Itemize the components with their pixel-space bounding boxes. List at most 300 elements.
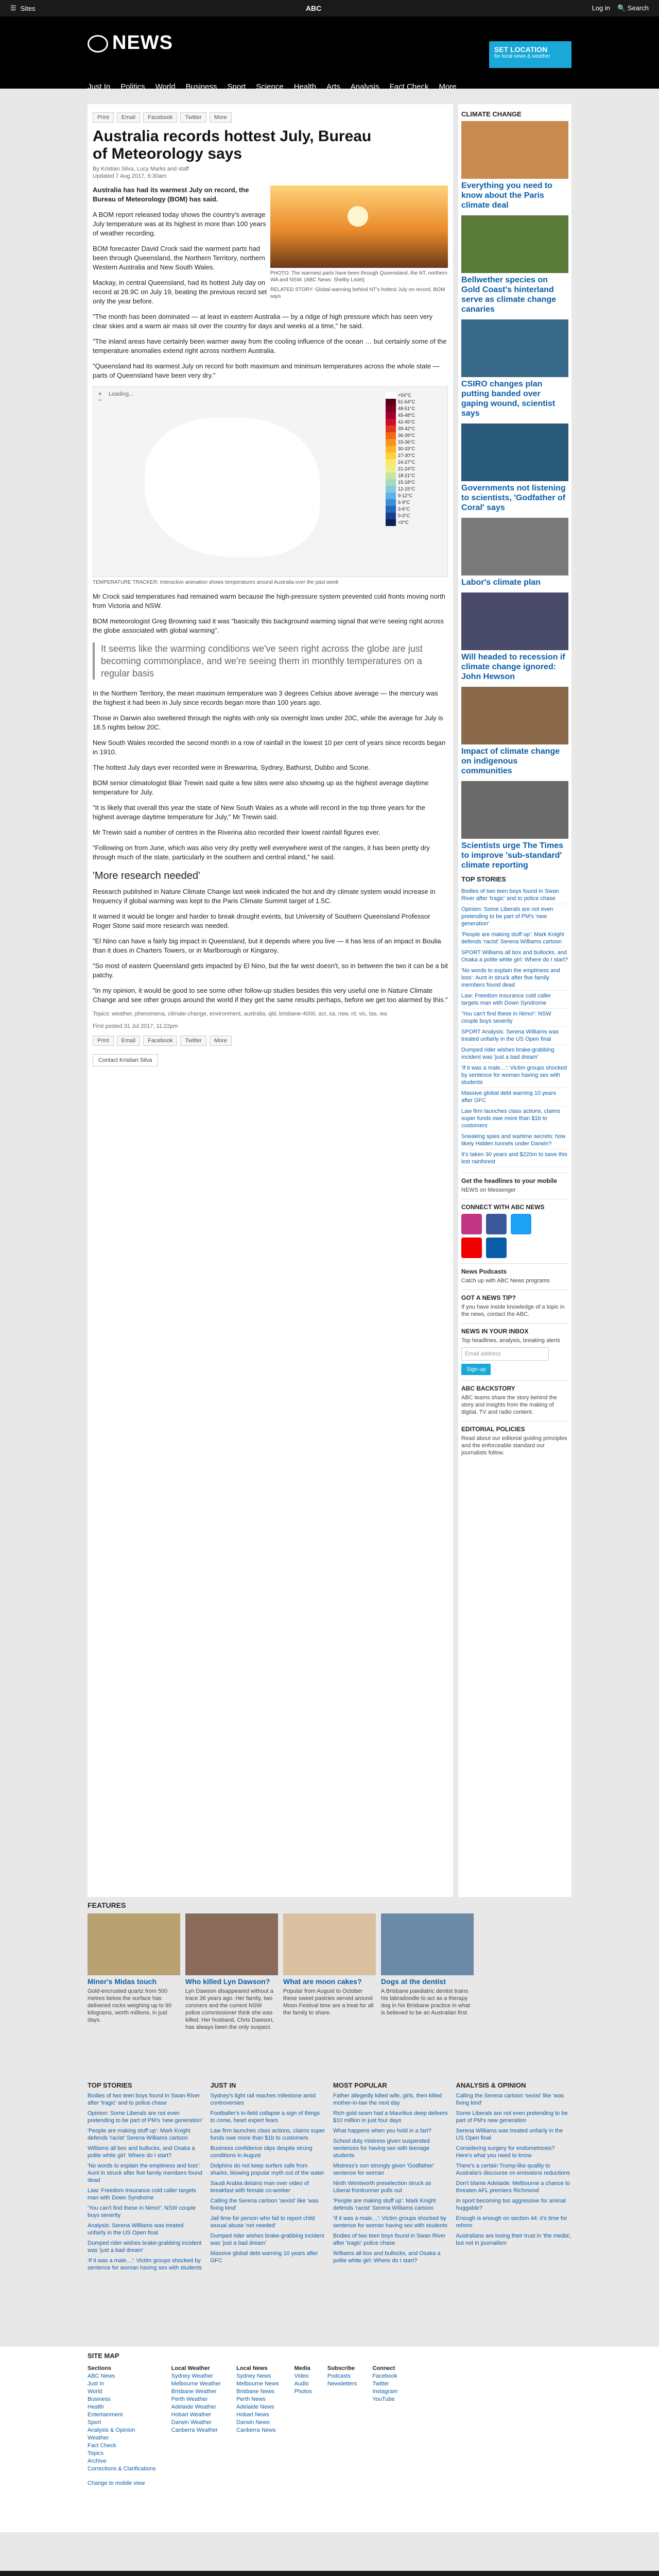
paragraph: Mackay, in central Queensland, had its hottest July day on record at 28.9C on July 19, beating the previous record set only the year before. <box>93 279 267 305</box>
legend-label: 24-27°C <box>398 460 415 465</box>
legend-entry <box>386 419 422 426</box>
paragraph: A BOM report released today shows the country's average July temperature was at its highest in more than 100 years of weather recording. <box>93 211 266 237</box>
temperature-map[interactable] <box>93 386 448 577</box>
article-body-1 <box>93 312 448 380</box>
search-link[interactable]: 🔍 Search <box>617 4 649 12</box>
story-column <box>88 2081 203 2275</box>
legend-entry <box>386 452 422 459</box>
top-story-link[interactable]: Bodies of two teen boys found in Swan River after 'tragic' and to police chase <box>461 886 568 904</box>
legend-label: 3-6°C <box>398 506 410 512</box>
legend-entry <box>386 519 422 526</box>
nav-item[interactable]: Business <box>185 82 217 91</box>
sitemap-link[interactable]: Brisbane Weather <box>171 2388 217 2395</box>
story-link[interactable]: Business confidence slips despite strong conditions in August <box>210 2145 313 2159</box>
paragraph: It warned it would be longer and harder to break drought events, but University of Southern Queensland Professor Roger Stone said more research was needed. <box>93 912 430 929</box>
share-button[interactable]: Email <box>117 112 141 123</box>
youtube-icon[interactable] <box>461 1238 482 1258</box>
story-link[interactable]: There's a certain Trump-like quality to Australia's discourse on emissions reductions <box>456 2163 570 2176</box>
top-story-link[interactable]: 'No words to explain the emptiness and loss': Aunt in struck after five family members found dead <box>461 965 568 991</box>
story-link[interactable]: Dumped rider wishes brake-grabbing incident was 'just a bad dream' <box>88 2240 202 2253</box>
story-link[interactable]: Law: Freedom Insurance cold caller targets man with Down Syndrome <box>88 2188 196 2201</box>
legend-entry <box>386 479 422 486</box>
story-link[interactable]: 'No words to explain the emptiness and loss': Aunt in struck after five family members found dead <box>88 2163 203 2183</box>
paragraph: "So most of eastern Queensland gets impacted by El Nino, but the far west doesn't, so in between the two it can be a bit patchy. <box>93 962 448 979</box>
nav-item[interactable]: Arts <box>326 82 340 91</box>
story-link[interactable]: Don't blame Adelaide: Melbourne a chance to threaten AFL premiers Richmond <box>456 2180 570 2194</box>
story-link[interactable]: 'If it was a male…': Victim groups shocked by sentence for woman having sex with students <box>88 2258 202 2271</box>
legend-entry <box>386 399 422 405</box>
story-link[interactable]: Massive global debt warning 10 years after GFC <box>210 2250 318 2264</box>
sitemap-link[interactable]: ABC News <box>88 2373 115 2379</box>
sitemap-heading: Media <box>294 2365 310 2371</box>
top-story-link[interactable]: 'If it was a male…': Victim groups shocked by sentence for woman having sex with students <box>461 1063 568 1088</box>
sitemap-link[interactable]: Audio <box>294 2381 309 2387</box>
feature-card[interactable] <box>381 1913 474 2031</box>
story-link[interactable]: Analysis: Serena Williams was treated unfairly in the US Open final <box>88 2223 184 2236</box>
tip-heading: GOT A NEWS TIP? <box>461 1294 516 1301</box>
footer <box>0 2571 659 2576</box>
sitemap-column <box>372 2365 397 2473</box>
nav-item[interactable]: Just In <box>88 82 111 91</box>
legend-label: 15-18°C <box>398 480 415 485</box>
podcasts-box[interactable] <box>461 1263 568 1284</box>
story-link[interactable]: 'People are making stuff up': Mark Knight defends 'racist' Serena Williams cartoon <box>88 2128 190 2141</box>
top-story-link[interactable]: Sneaking spies and wartime secrets: how likely Hidden tunnels under Darwin? <box>461 1131 568 1149</box>
share-button[interactable]: Print <box>93 112 114 123</box>
podcasts-sub: Catch up with ABC News programs <box>461 1278 550 1284</box>
story-link[interactable]: Bodies of two teen boys found in Swan River after 'tragic' and to police chase <box>88 2093 200 2106</box>
twitter-icon[interactable] <box>511 1214 531 1234</box>
feature-image <box>185 1913 278 1975</box>
story-image <box>461 518 568 575</box>
search-label: Search <box>627 4 649 12</box>
legend-entry <box>386 459 422 466</box>
feature-image <box>283 1913 376 1975</box>
article-body-2 <box>93 592 448 635</box>
sidebar-story[interactable] <box>461 423 568 513</box>
nav-item[interactable]: Fact Check <box>389 82 429 91</box>
features-section <box>88 1901 571 2031</box>
main-nav <box>88 82 457 91</box>
story-link[interactable]: Jail time for person who fail to report child sexual abuse 'not needed' <box>210 2215 315 2229</box>
sitemap-column <box>171 2365 221 2473</box>
policies-heading[interactable]: EDITORIAL POLICIES <box>461 1426 525 1433</box>
sitemap-link[interactable]: Hobart Weather <box>171 2412 212 2418</box>
top-story-link[interactable]: It's taken 30 years and $220m to save this lost rainforest <box>461 1149 568 1167</box>
story-link[interactable]: Calling the Serena cartoon 'sexist' like 'was fixing kind' <box>456 2093 564 2106</box>
legend-entry <box>386 426 422 432</box>
story-title: Labor's climate plan <box>461 578 541 587</box>
legend-label: 30-33°C <box>398 446 415 451</box>
story-link[interactable]: Ninth Wentworth preselection struck as Liberal frontrunner pulls out <box>333 2180 431 2194</box>
story-link[interactable]: Law firm launches class actions, claims super funds owe more than $1b to customers <box>210 2128 325 2141</box>
story-link[interactable]: Saudi Arabia detains man over video of breakfast with female co-worker <box>210 2180 309 2194</box>
story-link[interactable]: Australians are losing their trust in 'the media', but not in journalism <box>456 2233 571 2246</box>
menu-icon: ☰ <box>10 4 16 12</box>
sitemap-link[interactable]: Archive <box>88 2458 107 2464</box>
top-story-link[interactable]: SPORT Williams all box and bullocks, and Osaka a polite white girl: Where do I start? <box>461 947 568 965</box>
topics[interactable]: Topics: weather, phenomena, climate-change, environment, australia, qld, brisbane-4000, act, sa, nsw, nt, vic, tas, wa <box>93 1011 387 1017</box>
story-column <box>211 2081 326 2275</box>
story-link[interactable]: 'If it was a male…': Victim groups shocked by sentence for woman having sex with students <box>333 2215 447 2229</box>
backstory-box <box>461 1380 568 1416</box>
sitemap-link[interactable]: Instagram <box>372 2388 398 2395</box>
share-button[interactable]: Email <box>117 1036 141 1046</box>
sitemap-link[interactable]: Fact Check <box>88 2443 116 2449</box>
legend-label: 42-45°C <box>398 419 415 425</box>
sitemap-link[interactable]: Topics <box>88 2450 104 2456</box>
sidebar-story[interactable] <box>461 319 568 418</box>
story-link[interactable]: 'You can't find these in Nimo!': NSW couple buys severity <box>88 2205 196 2218</box>
feature-summary: Lyn Dawson disappeared without a trace 36 years ago. Her family, two coroners and the current NSW police commissioner think she was killed. Her husband, Chris Dawson, has always been the only suspect. <box>185 1988 274 2030</box>
sidebar <box>458 104 571 1897</box>
sidebar-story[interactable] <box>461 781 568 870</box>
column-heading: TOP STORIES <box>88 2081 132 2089</box>
sitemap-link[interactable]: Canberra News <box>236 2427 276 2433</box>
article-title: Australia records hottest July, Bureau of Meteorology says <box>93 128 372 162</box>
story-link[interactable]: Considering surgery for endometriosis? Here's what you need to know <box>456 2145 555 2159</box>
article-lead <box>93 185 270 312</box>
legend-entry <box>386 405 422 412</box>
story-link[interactable]: Rich gold seam had a Mauritius deep delivers $10 million in just four days <box>333 2110 448 2124</box>
feature-card[interactable] <box>88 1913 180 2031</box>
set-location-sub: for local news & weather <box>494 54 550 59</box>
story-link[interactable]: Bodies of two teen boys found in Swan River after 'tragic' police chase <box>333 2233 446 2246</box>
story-link[interactable]: Father allegedly killed wife, girls, then killed mother-in-law the next day <box>333 2093 442 2106</box>
share-button[interactable]: More <box>210 112 232 123</box>
sitemap-link[interactable]: Weather <box>88 2435 109 2441</box>
sitemap-link[interactable]: Hobart News <box>236 2412 269 2418</box>
column-heading: MOST POPULAR <box>333 2081 387 2089</box>
sidebar-heading: CLIMATE CHANGE <box>461 110 522 118</box>
paragraph: "El Nino can have a fairly big impact in Queensland, but it depends where you live — it has less of an impact in Boulia than it does in Charters Towers, or in Marlborough or Kingaroy. <box>93 937 441 954</box>
sunset-image <box>270 185 448 268</box>
share-button[interactable]: More <box>210 1036 232 1046</box>
legend-entry <box>386 392 422 399</box>
legend-label: 36-39°C <box>398 433 415 438</box>
legend-swatch <box>386 452 396 459</box>
legend-entry <box>386 439 422 446</box>
sitemap-column <box>327 2365 357 2473</box>
paragraph: "In my opinion, it would be good to see some other follow-up studies besides this very useful one in Nature Climate Change and see other groups around the world if they get the same results perhaps, before we get too alarmed by this." <box>93 987 448 1004</box>
legend-swatch <box>386 493 396 499</box>
abc-brand[interactable]: ABC <box>305 4 322 12</box>
column-heading: JUST IN <box>210 2081 236 2089</box>
top-story-link[interactable]: 'You can't find these in Nimo!': NSW couple buys severity <box>461 1009 568 1027</box>
paragraph: Those in Darwin also sweltered through the nights with only six overnight lows under 20C, while the average for July is 18.5 nights below 20C. <box>93 714 443 731</box>
paragraph: "It is likely that overall this year the state of New South Wales as a whole will record in the top three years for the highest average daytime temperature for July," Mr Trewin said. <box>93 804 425 821</box>
policies-text: Read about our editorial guiding principles and the enforceable standard our journalists follow. <box>461 1435 567 1456</box>
sidebar-story[interactable] <box>461 592 568 682</box>
story-title: Impact of climate change on indigenous communities <box>461 747 560 775</box>
nav-item[interactable]: More <box>439 82 457 91</box>
story-title: Will headed to recession if climate change ignored: John Hewson <box>461 653 565 681</box>
mobile-view-link[interactable]: Change to mobile view <box>88 2480 145 2486</box>
backstory-text: ABC teams share the story behind the story and insights from the making of digital, TV and radio content. <box>461 1395 557 1415</box>
paragraph: "Queensland had its warmest July on record for both maximum and minimum temperatures across the whole state — parts of Queensland have been very dry." <box>93 362 440 379</box>
sitemap-link[interactable]: Video <box>294 2373 309 2379</box>
paragraph: The hottest July days ever recorded were in Brewarrina, Sydney, Bathurst, Dubbo and Scone. <box>93 764 370 771</box>
legend-label: 48-51°C <box>398 406 415 411</box>
sitemap-link[interactable]: Analysis & Opinion <box>88 2427 135 2433</box>
legend-swatch <box>386 432 396 439</box>
climate-list <box>461 121 568 870</box>
top-story-link[interactable]: Law firm launches class actions, claims super funds owe more than $1b to customers <box>461 1106 568 1131</box>
column-heading: ANALYSIS & OPINION <box>456 2081 526 2089</box>
top-story-link[interactable]: 'People are making stuff up': Mark Knight defends 'racist' Serena Williams cartoon <box>461 929 568 947</box>
sitemap-link[interactable]: Darwin Weather <box>171 2419 212 2426</box>
sitemap-link[interactable]: Darwin News <box>236 2419 270 2426</box>
podcasts-title: News Podcasts <box>461 1268 507 1275</box>
facebook-icon[interactable] <box>486 1214 507 1234</box>
feature-card[interactable] <box>185 1913 278 2031</box>
legend-swatch <box>386 419 396 426</box>
site-header <box>0 16 659 89</box>
story-link[interactable]: Williams all box and bullocks, and Osaka a polite white girl: Where do I start? <box>88 2145 195 2159</box>
sitemap-link[interactable]: Entertainment <box>88 2412 123 2418</box>
feature-image <box>88 1913 180 1975</box>
story-title: Bellwether species on Gold Coast's hinterland serve as climate change canaries <box>461 276 557 314</box>
sitemap-link[interactable]: Melbourne Weather <box>171 2381 221 2387</box>
top-story-link[interactable]: Dumped rider wishes brake-grabbing incident was 'just a bad dream' <box>461 1045 568 1063</box>
legend-swatch <box>386 486 396 493</box>
nav-item[interactable]: Health <box>293 82 317 91</box>
legend-swatch <box>386 513 396 519</box>
legend-swatch <box>386 479 396 486</box>
tip-text[interactable]: If you have inside knowledge of a topic in the news, contact the ABC. <box>461 1304 565 1317</box>
legend-entry <box>386 486 422 493</box>
instagram-icon[interactable] <box>461 1214 482 1234</box>
story-link[interactable]: Williams all box and bullocks, and Osaka a polite white girl: Where do I start? <box>333 2250 441 2264</box>
legend-label: 33-36°C <box>398 439 415 445</box>
sidebar-story[interactable] <box>461 215 568 314</box>
policies-box <box>461 1421 568 1456</box>
abc-logo-icon <box>88 35 108 53</box>
share-bar <box>93 112 448 123</box>
story-title: Everything you need to know about the Paris climate deal <box>461 181 552 210</box>
legend-swatch <box>386 392 396 399</box>
connect-box <box>461 1199 568 1258</box>
sitemap-link[interactable]: Perth Weather <box>171 2396 208 2402</box>
messenger-title: Get the headlines to your mobile <box>461 1177 558 1184</box>
sitemap-heading: Subscribe <box>327 2365 355 2371</box>
sidebar-story[interactable] <box>461 121 568 210</box>
contact-author-button[interactable]: Contact Kristian Silva <box>93 1054 158 1066</box>
story-image <box>461 687 568 744</box>
story-link[interactable]: Sydney's light rail reaches milestone amid controversies <box>210 2093 316 2106</box>
legend-label: 0-3°C <box>398 513 410 518</box>
sidebar-story[interactable] <box>461 687 568 776</box>
paragraph: "The inland areas have certainly been warmer away from the cooling influence of the ocean … but certainly some of the temperature anomalies extend right across northern Australia. <box>93 337 447 354</box>
sitemap-link[interactable]: Corrections & Clarifications <box>88 2466 156 2472</box>
legend-label: 18-21°C <box>398 473 415 478</box>
legend-swatch <box>386 466 396 472</box>
paragraph: Mr Crock said temperatures had remained warm because the high-pressure system prevented cold fronts moving north from Victoria and NSW. <box>93 592 445 609</box>
story-column <box>456 2081 572 2275</box>
sitemap-heading: SITE MAP <box>88 2352 119 2360</box>
sitemap-link[interactable]: Canberra Weather <box>171 2427 218 2433</box>
story-image <box>461 215 568 273</box>
story-link[interactable]: Dumped rider wishes brake-grabbing incident was 'just a bad dream' <box>210 2233 324 2246</box>
related-story[interactable]: RELATED STORY: Global warming behind NT's hottest July on record, BOM says <box>270 287 445 299</box>
connect-heading: CONNECT WITH ABC NEWS <box>461 1204 545 1211</box>
article <box>88 104 453 1897</box>
abc-app-icon[interactable] <box>486 1238 507 1258</box>
paragraph: BOM meteorologist Greg Browning said it was "basically this background warming signal that we're seeing right across the globe associated with global warming". <box>93 617 444 634</box>
story-title: Governments not listening to scientists, 'Godfather of Coral' says <box>461 484 566 512</box>
story-title: Scientists urge The Times to improve 'sub-standard' climate reporting <box>461 841 563 870</box>
legend-entry <box>386 493 422 499</box>
legend-swatch <box>386 426 396 432</box>
top-bar <box>0 0 659 16</box>
legend-label: 39-42°C <box>398 426 415 431</box>
legend-entry <box>386 466 422 472</box>
legend-swatch <box>386 399 396 405</box>
sites-label: Sites <box>20 4 36 12</box>
sitemap-link[interactable]: YouTube <box>372 2396 395 2402</box>
share-button[interactable]: Twitter <box>180 112 206 123</box>
legend-label: 6-9°C <box>398 500 410 505</box>
abc-news-logo[interactable] <box>88 32 173 54</box>
story-link[interactable]: 'People are making stuff up': Mark Knight defends 'racist' Serena Williams cartoon <box>333 2198 436 2211</box>
legend-label: 9-12°C <box>398 493 413 498</box>
sitemap-link[interactable]: Just In <box>88 2381 105 2387</box>
paragraph: BOM senior climatologist Blair Trewin said quite a few sites were also showing up as the highest average daytime temperature for July. <box>93 779 429 796</box>
sitemap-heading: Local News <box>236 2365 268 2371</box>
top-stories-list <box>461 886 568 1167</box>
legend-entry <box>386 513 422 519</box>
sitemap-column <box>88 2365 156 2473</box>
sitemap-column <box>294 2365 312 2473</box>
sitemap-link[interactable]: Business <box>88 2396 111 2402</box>
legend-swatch <box>386 405 396 412</box>
sites-menu[interactable] <box>10 4 36 12</box>
share-button[interactable]: Twitter <box>180 1036 206 1046</box>
sitemap-link[interactable]: Newsletters <box>327 2381 357 2387</box>
pull-quote: It seems like the warming conditions we've seen right across the globe are just becoming commonplace, and we're seeing them in monthly temperatures on a regular basis <box>93 642 448 680</box>
story-link[interactable]: Serena Williams was treated unfairly in the US Open final <box>456 2128 563 2141</box>
story-link[interactable]: Dolphins do not keep surfers safe from sharks, blowing popular myth out of the water <box>210 2163 324 2176</box>
story-link[interactable]: Enough is enough on section 44: it's time for reform <box>456 2215 567 2229</box>
sitemap-heading: Connect <box>372 2365 395 2371</box>
top-story-link[interactable]: SPORT Analysis: Serena Williams was treated unfairly in the US Open final <box>461 1027 568 1045</box>
legend-entry <box>386 506 422 513</box>
paragraph: New South Wales recorded the second month in a row of rainfall in the lowest 10 per cent of years since records began in 1910. <box>93 739 446 756</box>
story-link[interactable]: Mistress's son strongly given 'Godfather' sentence for woman <box>333 2163 435 2176</box>
backstory-heading[interactable]: ABC BACKSTORY <box>461 1385 515 1392</box>
photo-caption: PHOTO: The warmest parts have been through Queensland, the NT, northern WA and NSW. (ABC News: Shelby Lisiet) <box>270 270 447 283</box>
sitemap-link[interactable]: Facebook <box>372 2373 397 2379</box>
updated-time: Updated 7 Aug 2017, 6:30am <box>93 173 167 179</box>
top-story-link[interactable]: Massive global debt warning 10 years after GFC <box>461 1088 568 1106</box>
map-legend <box>386 392 422 526</box>
login-link[interactable]: Log in <box>592 4 610 12</box>
zoom-controls[interactable]: + − <box>98 391 102 403</box>
sitemap-link[interactable]: Sydney Weather <box>171 2373 213 2379</box>
sidebar-story[interactable] <box>461 518 568 587</box>
messenger-promo[interactable] <box>461 1173 568 1194</box>
sitemap-link[interactable]: Perth News <box>236 2396 266 2402</box>
story-image <box>461 319 568 377</box>
feature-card[interactable] <box>283 1913 376 2031</box>
sitemap-link[interactable]: Brisbane News <box>236 2388 275 2395</box>
sitemap-link[interactable]: Podcasts <box>327 2373 351 2379</box>
sitemap-link[interactable]: Health <box>88 2404 104 2410</box>
legend-entry <box>386 499 422 506</box>
story-link[interactable]: What happens when you hold in a fart? <box>333 2128 431 2134</box>
legend-swatch <box>386 412 396 419</box>
story-link[interactable]: Calling the Serena cartoon 'sexist' like 'was fixing kind' <box>210 2198 319 2211</box>
legend-swatch <box>386 519 396 526</box>
nav-item[interactable]: World <box>155 82 176 91</box>
paragraph: "The month has been dominated — at least in eastern Australia — by a ridge of high pressure which has seen very clear skies and a warm air mass sit over the country for days and weeks at a time," he said. <box>93 313 433 330</box>
feature-image <box>381 1913 474 1975</box>
section-heading: 'More research needed' <box>93 870 200 882</box>
story-image <box>461 592 568 650</box>
story-link[interactable]: Some Liberals are not even pretending to be part of PM's new generation <box>456 2110 568 2124</box>
set-location-button[interactable] <box>489 41 571 68</box>
nav-item[interactable]: Analysis <box>350 82 379 91</box>
sitemap-link[interactable]: Photos <box>294 2388 312 2395</box>
story-link[interactable]: Opinion: Some Liberals are not even pretending to be part of PM's 'new generation' <box>88 2110 203 2124</box>
bottom-lists <box>88 2081 571 2275</box>
inbox-sub: Top headlines, analysis, breaking alerts <box>461 1337 561 1344</box>
features-heading: FEATURES <box>88 1901 126 1909</box>
sitemap-link[interactable]: Sport <box>88 2419 101 2426</box>
nav-item[interactable]: Politics <box>120 82 145 91</box>
legend-label: <0°C <box>398 520 409 525</box>
share-button[interactable]: Facebook <box>143 1036 177 1046</box>
top-story-link[interactable]: Opinion: Some Liberals are not even pretending to be part of PM's 'new generation' <box>461 904 568 929</box>
sitemap-link[interactable]: Melbourne News <box>236 2381 279 2387</box>
paragraph: In the Northern Territory, the mean maximum temperature was 3 degrees Celsius above average — the mercury was the highest it had been in July since records began more than 100 years ago. <box>93 689 438 706</box>
australia-shape <box>145 418 320 557</box>
legend-label: 21-24°C <box>398 466 415 471</box>
story-column <box>333 2081 449 2275</box>
nav-item[interactable]: Science <box>256 82 284 91</box>
top-story-link[interactable]: Law: Freedom Insurance cold caller targets man with Down Syndrome <box>461 991 568 1009</box>
sitemap-link[interactable]: Sydney News <box>236 2373 271 2379</box>
sun-shape <box>348 206 368 227</box>
email-input[interactable]: Email address <box>461 1347 549 1361</box>
story-link[interactable]: In sport becoming too aggressive for animal huggable? <box>456 2198 566 2211</box>
legend-swatch <box>386 499 396 506</box>
paragraph: Mr Trewin said a number of centres in the Riverina also recorded their lowest rainfall figures ever. <box>93 828 380 836</box>
lead-photo[interactable] <box>270 185 448 300</box>
sitemap-link[interactable]: Adelaide Weather <box>171 2404 216 2410</box>
signup-button[interactable]: Sign up <box>461 1364 491 1375</box>
legend-label: 45-48°C <box>398 413 415 418</box>
newsletter-box <box>461 1323 568 1375</box>
nav-item[interactable]: Sport <box>227 82 246 91</box>
sitemap-link[interactable]: Twitter <box>372 2381 389 2387</box>
feature-title: Who killed Lyn Dawson? <box>185 1977 270 1986</box>
sitemap-link[interactable]: Adelaide News <box>236 2404 274 2410</box>
story-link[interactable]: School duty mistress given suspended sentences for having sex with teenage students <box>333 2138 430 2159</box>
sitemap-link[interactable]: World <box>88 2388 102 2395</box>
story-link[interactable]: Footballer's in-field collapse a sign of things to come, heart expert fears <box>210 2110 320 2124</box>
feature-summary: Popular from August to October these sweet pastries served around Moon Festival time are a treat for all the family to share. <box>283 1988 374 2016</box>
story-image <box>461 121 568 179</box>
share-button[interactable]: Print <box>93 1036 114 1046</box>
paragraph: Australia has had its warmest July on record, the Bureau of Meteorology (BOM) has said. <box>93 186 249 203</box>
share-button[interactable]: Facebook <box>143 112 177 123</box>
site-map <box>0 2347 659 2532</box>
legend-entry <box>386 472 422 479</box>
feature-title: What are moon cakes? <box>283 1977 362 1986</box>
sitemap-heading: Local Weather <box>171 2365 210 2371</box>
legend-swatch <box>386 472 396 479</box>
